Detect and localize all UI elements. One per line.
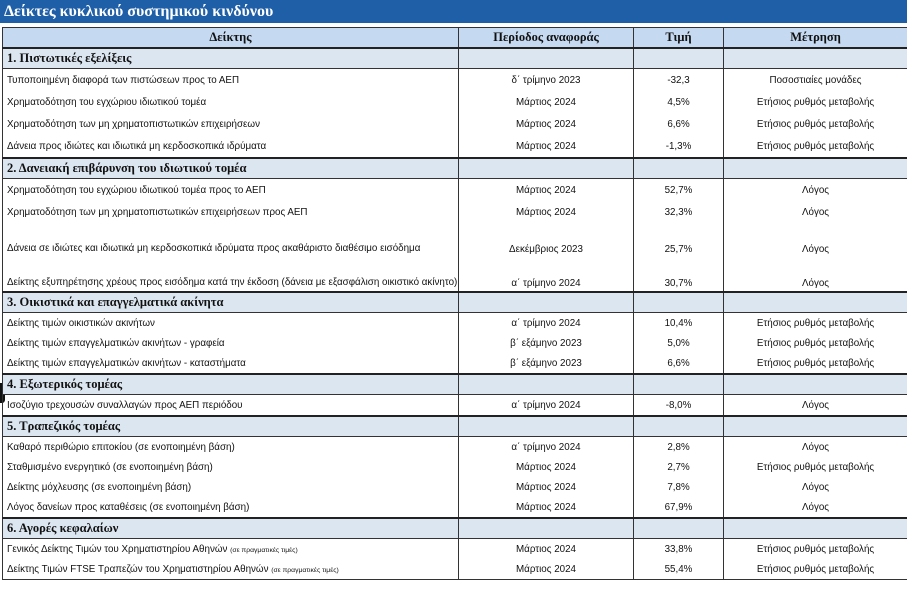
table-row [3, 69, 907, 92]
table-row [3, 559, 907, 580]
measure-cell: Ετήσιος ρυθμός μεταβολής [724, 113, 907, 135]
header-period: Περίοδος αναφοράς [459, 28, 634, 49]
indicator-cell: Δείκτης τιμών επαγγελματικών ακινήτων - γραφεία [3, 333, 459, 353]
value-cell: 52,7% [634, 179, 724, 202]
table-row [3, 135, 907, 158]
period-cell: Μάρτιος 2024 [459, 457, 634, 477]
period-cell: Μάρτιος 2024 [459, 539, 634, 560]
indicator-cell [3, 559, 459, 580]
section-title: 3. Οικιστικά και επαγγελματικά ακίνητα [3, 292, 459, 313]
table-row [3, 477, 907, 497]
table-row [3, 395, 907, 417]
measure-cell: Ετήσιος ρυθμός μεταβολής [724, 457, 907, 477]
section-title: 1. Πιστωτικές εξελίξεις [3, 48, 459, 69]
period-cell: Δεκέμβριος 2023 [459, 223, 634, 257]
indicator-cell: Χρηματοδότηση του εγχώριου ιδιωτικού τομέα προς το ΑΕΠ [3, 179, 459, 202]
period-cell: δ΄ τρίμηνο 2023 [459, 69, 634, 92]
indicator-cell: Δείκτης τιμών οικιστικών ακινήτων [3, 313, 459, 334]
value-cell: 7,8% [634, 477, 724, 497]
section-title: 5. Τραπεζικός τομέας [3, 416, 459, 437]
section-title: 2. Δανειακή επιβάρυνση του ιδιωτικού τομέα [3, 158, 459, 179]
period-cell: Μάρτιος 2024 [459, 201, 634, 223]
indicator-cell: Καθαρό περιθώριο επιτοκίου (σε ενοποιημένη βάση) [3, 437, 459, 458]
indicator-cell [3, 539, 459, 560]
table-row [3, 257, 907, 292]
value-cell: 55,4% [634, 559, 724, 580]
measure-cell: Λόγος [724, 257, 907, 292]
indicator-note: (σε πραγματικές τιμές) [271, 566, 339, 574]
table-row [3, 223, 907, 257]
period-cell: β΄ εξάμηνο 2023 [459, 333, 634, 353]
risk-indicators-table [2, 27, 907, 580]
period-cell: Μάρτιος 2024 [459, 477, 634, 497]
period-cell: Μάρτιος 2024 [459, 91, 634, 113]
period-cell: α΄ τρίμηνο 2024 [459, 257, 634, 292]
period-cell: β΄ εξάμηνο 2023 [459, 353, 634, 374]
section-header [3, 518, 907, 539]
measure-cell: Ποσοστιαίες μονάδες [724, 69, 907, 92]
value-cell: 67,9% [634, 497, 724, 518]
measure-cell: Ετήσιος ρυθμός μεταβολής [724, 559, 907, 580]
indicator-cell: Δείκτης εξυπηρέτησης χρέους προς εισόδημα κατά την έκδοση (δάνεια με εξασφάλιση οικιστικό ακίνητο) [3, 257, 459, 292]
measure-cell: Λόγος [724, 437, 907, 458]
period-cell: Μάρτιος 2024 [459, 135, 634, 158]
indicator-cell: Δάνεια σε ιδιώτες και ιδιωτικά μη κερδοσκοπικά ιδρύματα προς ακαθάριστο διαθέσιμο εισόδημα [3, 223, 459, 257]
period-cell: α΄ τρίμηνο 2024 [459, 437, 634, 458]
value-cell: 32,3% [634, 201, 724, 223]
table-row [3, 113, 907, 135]
table-row [3, 539, 907, 560]
section-header [3, 158, 907, 179]
period-cell: Μάρτιος 2024 [459, 113, 634, 135]
measure-cell: Ετήσιος ρυθμός μεταβολής [724, 333, 907, 353]
section-title: 4. Εξωτερικός τομέας [3, 374, 459, 395]
value-cell: 6,6% [634, 353, 724, 374]
value-cell: -1,3% [634, 135, 724, 158]
indicator-cell: Δείκτης τιμών επαγγελματικών ακινήτων - καταστήματα [3, 353, 459, 374]
header-row [3, 28, 907, 49]
value-cell: -8,0% [634, 395, 724, 417]
header-measure: Μέτρηση [724, 28, 907, 49]
indicator-cell: Ισοζύγιο τρεχουσών συναλλαγών προς ΑΕΠ περιόδου [3, 395, 459, 417]
measure-cell: Λόγος [724, 223, 907, 257]
value-cell: 25,7% [634, 223, 724, 257]
value-cell: 10,4% [634, 313, 724, 334]
section-title: 6. Αγορές κεφαλαίων [3, 518, 459, 539]
header-indicator: Δείκτης [3, 28, 459, 49]
measure-cell: Λόγος [724, 201, 907, 223]
measure-cell: Ετήσιος ρυθμός μεταβολής [724, 313, 907, 334]
value-cell: -32,3 [634, 69, 724, 92]
indicator-cell: Χρηματοδότηση των μη χρηματοπιστωτικών επιχειρήσεων προς ΑΕΠ [3, 201, 459, 223]
table-row [3, 313, 907, 334]
measure-cell: Ετήσιος ρυθμός μεταβολής [724, 135, 907, 158]
period-cell: α΄ τρίμηνο 2024 [459, 313, 634, 334]
value-cell: 33,8% [634, 539, 724, 560]
measure-cell: Ετήσιος ρυθμός μεταβολής [724, 353, 907, 374]
header-value: Τιμή [634, 28, 724, 49]
table-row [3, 497, 907, 518]
section-header [3, 416, 907, 437]
indicator-cell: Σταθμισμένο ενεργητικό (σε ενοποιημένη βάση) [3, 457, 459, 477]
value-cell: 5,0% [634, 333, 724, 353]
measure-cell: Ετήσιος ρυθμός μεταβολής [724, 539, 907, 560]
indicator-cell: Δείκτης μόχλευσης (σε ενοποιημένη βάση) [3, 477, 459, 497]
measure-cell: Λόγος [724, 497, 907, 518]
value-cell: 2,8% [634, 437, 724, 458]
indicator-text: Γενικός Δείκτης Τιμών του Χρηματιστηρίου Αθηνών [7, 543, 228, 555]
table-title: Δείκτες κυκλικού συστημικού κινδύνου [0, 0, 907, 23]
period-cell: Μάρτιος 2024 [459, 559, 634, 580]
indicator-cell: Λόγος δανείων προς καταθέσεις (σε ενοποιημένη βάση) [3, 497, 459, 518]
indicator-cell: Δάνεια προς ιδιώτες και ιδιωτικά μη κερδοσκοπικά ιδρύματα [3, 135, 459, 158]
value-cell: 30,7% [634, 257, 724, 292]
section-header [3, 48, 907, 69]
measure-cell: Λόγος [724, 395, 907, 417]
indicator-cell: Τυποποιημένη διαφορά των πιστώσεων προς το ΑΕΠ [3, 69, 459, 92]
indicator-cell: Χρηματοδότηση του εγχώριου ιδιωτικού τομέα [3, 91, 459, 113]
period-cell: Μάρτιος 2024 [459, 179, 634, 202]
period-cell: α΄ τρίμηνο 2024 [459, 395, 634, 417]
table-row [3, 91, 907, 113]
value-cell: 4,5% [634, 91, 724, 113]
period-cell: Μάρτιος 2024 [459, 497, 634, 518]
table-row [3, 437, 907, 458]
table-row [3, 333, 907, 353]
table-row [3, 201, 907, 223]
table-row [3, 457, 907, 477]
section-header [3, 374, 907, 395]
measure-cell: Ετήσιος ρυθμός μεταβολής [724, 91, 907, 113]
value-cell: 2,7% [634, 457, 724, 477]
value-cell: 6,6% [634, 113, 724, 135]
indicator-cell: Χρηματοδότηση των μη χρηματοπιστωτικών επιχειρήσεων [3, 113, 459, 135]
indicator-text: Δείκτης Τιμών FTSE Τραπεζών του Χρηματιστηρίου Αθηνών [7, 563, 269, 575]
table-row [3, 179, 907, 202]
section-header [3, 292, 907, 313]
measure-cell: Λόγος [724, 179, 907, 202]
indicator-note: (σε πραγματικές τιμές) [230, 546, 298, 554]
measure-cell: Λόγος [724, 477, 907, 497]
table-row [3, 353, 907, 374]
